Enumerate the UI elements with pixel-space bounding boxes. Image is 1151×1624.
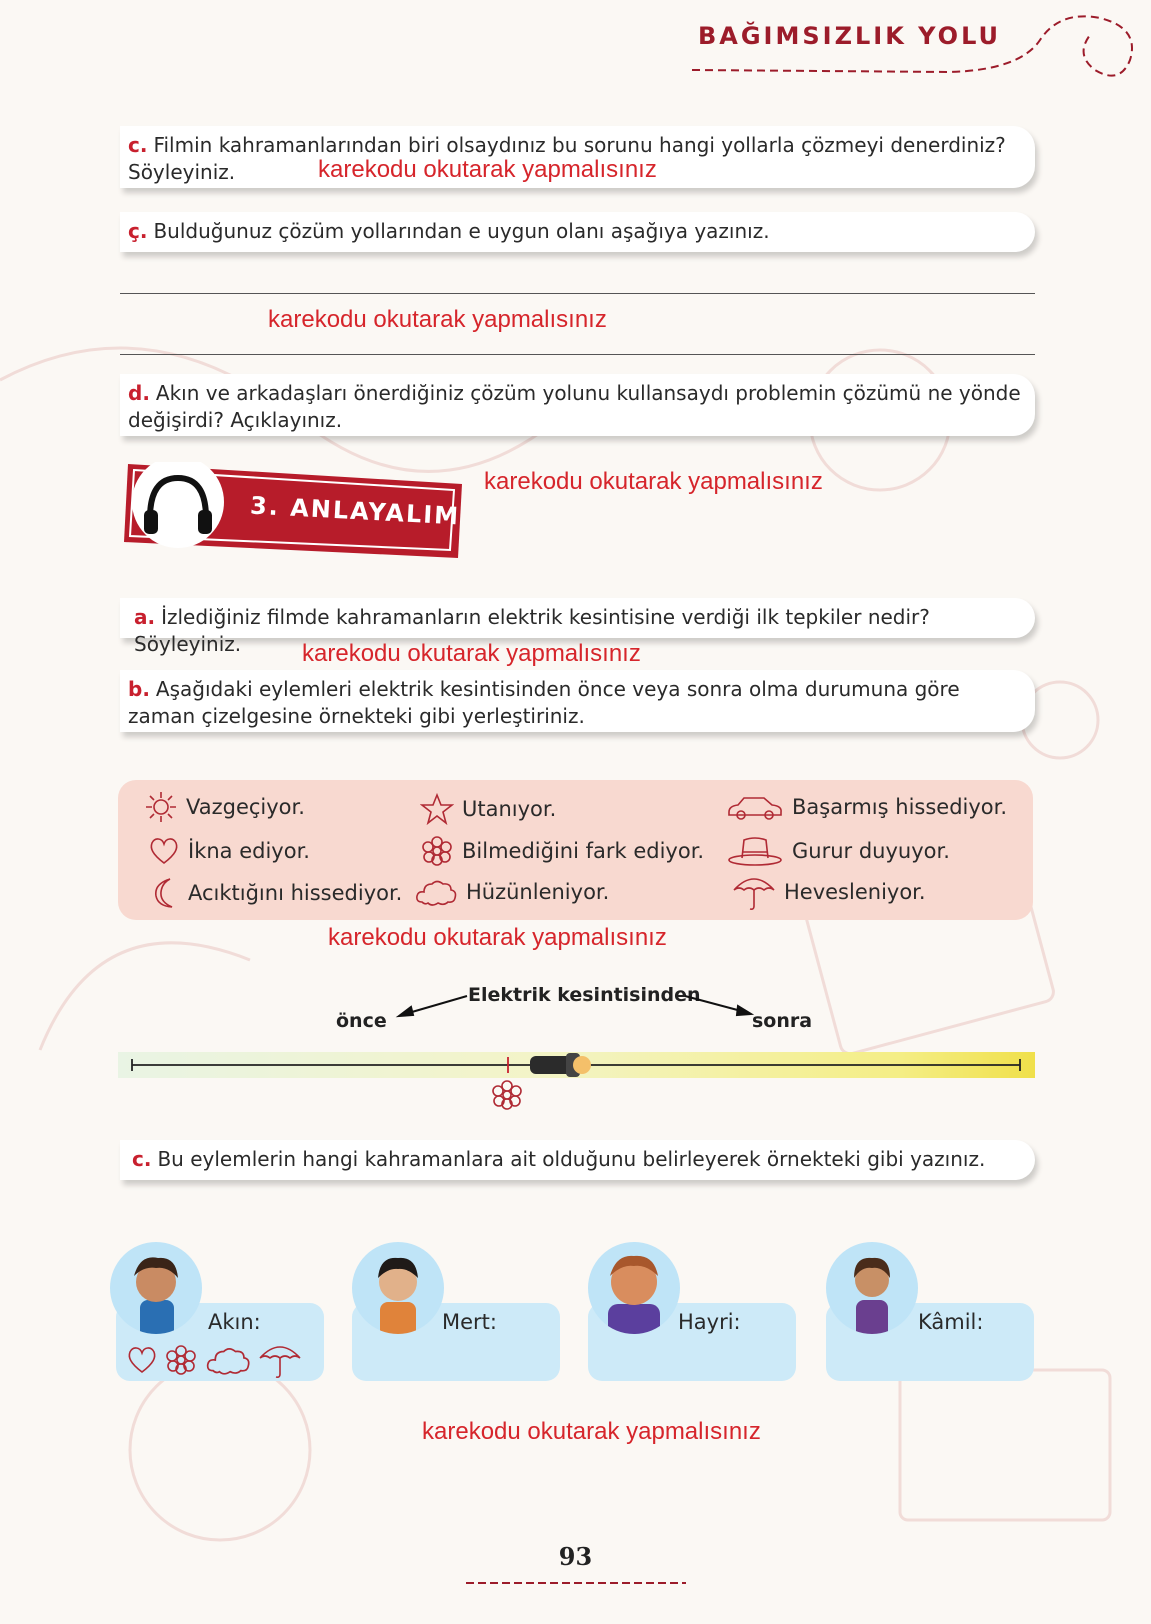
action-item xyxy=(414,876,609,908)
action-label: Başarmış hissediyor. xyxy=(792,795,1008,819)
cloud-icon xyxy=(414,876,458,908)
action-item xyxy=(726,792,1007,822)
umbrella-icon xyxy=(258,1340,302,1380)
qr-note-1: karekodu okutarak yapmalısınız xyxy=(318,156,657,183)
header-dashed-line xyxy=(690,10,1150,90)
moon-icon xyxy=(148,876,180,910)
timeline-center-label: Elektrik kesintisinden xyxy=(468,984,701,1006)
answer-line-1[interactable] xyxy=(120,293,1035,294)
action-item xyxy=(726,834,950,868)
flower-icon xyxy=(420,834,454,868)
question-b-letter: b. xyxy=(128,677,150,701)
action-item xyxy=(420,792,556,826)
action-label: Hevesleniyor. xyxy=(784,880,926,904)
question-b-box xyxy=(120,670,1035,732)
qr-note-2: karekodu okutarak yapmalısınız xyxy=(268,306,607,333)
qr-note-6: karekodu okutarak yapmalısınız xyxy=(422,1418,761,1445)
question-d-box xyxy=(120,374,1035,436)
action-item xyxy=(732,872,926,912)
action-label: Utanıyor. xyxy=(462,797,557,821)
action-label: Vazgeçiyor. xyxy=(186,795,305,819)
timeline-before-label: önce xyxy=(336,1010,387,1032)
action-item xyxy=(144,790,305,824)
hat-icon xyxy=(726,834,784,868)
action-label: Bilmediğini fark ediyor. xyxy=(462,839,705,863)
heart-icon xyxy=(126,1345,158,1375)
question-a-text: İzlediğiniz filmde kahramanların elektrik kesintisine verdiği ilk tepkiler nedir? Söyleyiniz. xyxy=(134,605,930,656)
star-icon xyxy=(420,792,454,826)
action-label: Acıktığını hissediyor. xyxy=(188,881,403,905)
answer-line-2[interactable] xyxy=(120,354,1035,355)
character-name: Hayri: xyxy=(678,1310,741,1334)
page-number-underline xyxy=(466,1578,686,1588)
sun-icon xyxy=(144,790,178,824)
action-label: İkna ediyor. xyxy=(188,839,310,863)
question-c2-text: Bu eylemlerin hangi kahramanlara ait olduğunu belirleyerek örnekteki gibi yazınız. xyxy=(157,1147,986,1171)
qr-note-3: karekodu okutarak yapmalısınız xyxy=(484,468,823,495)
flower-icon xyxy=(490,1078,524,1112)
question-cc-box xyxy=(120,212,1035,252)
avatar-kamil xyxy=(826,1242,918,1334)
question-cc-letter: ç. xyxy=(128,219,148,243)
question-d-text: Akın ve arkadaşları önerdiğiniz çözüm yolunu kullansaydı problemin çözümü ne yönde değişirdi? Açıklayınız. xyxy=(128,381,1021,432)
action-label: Hüzünleniyor. xyxy=(466,880,610,904)
qr-note-4: karekodu okutarak yapmalısınız xyxy=(302,640,641,667)
avatar-hayri xyxy=(588,1242,680,1334)
umbrella-icon xyxy=(732,872,776,912)
action-item xyxy=(148,876,402,910)
question-c2-box xyxy=(120,1140,1035,1180)
avatar-akin xyxy=(110,1242,202,1334)
question-cc-text: Bulduğunuz çözüm yollarından e uygun olanı aşağıya yazınız. xyxy=(153,219,770,243)
character-name: Mert: xyxy=(442,1310,497,1334)
action-item xyxy=(148,836,310,866)
flashlight-icon xyxy=(530,1053,591,1077)
timeline-arrows xyxy=(395,990,755,1020)
page-number: 93 xyxy=(558,1542,593,1571)
qr-note-5: karekodu okutarak yapmalısınız xyxy=(328,924,667,951)
question-c-text: Filmin kahramanlarından biri olsaydınız bu sorunu hangi yollarla çözmeyi denerdiniz? Söyleyiniz. xyxy=(128,133,1006,184)
page-header-title: BAĞIMSIZLIK YOLU xyxy=(697,22,1001,50)
section-title: 3. ANLAYALIM xyxy=(249,491,461,531)
character-name: Akın: xyxy=(208,1310,261,1334)
character-name: Kâmil: xyxy=(918,1310,984,1334)
question-c2-letter: c. xyxy=(132,1147,152,1171)
car-icon xyxy=(726,792,784,822)
question-b-text: Aşağıdaki eylemleri elektrik kesintisinden önce veya sonra olma durumuna göre zaman çizelgesine örnekteki gibi yerleştiriniz. xyxy=(128,677,960,728)
question-d-letter: d. xyxy=(128,381,150,405)
action-label: Gurur duyuyor. xyxy=(792,839,950,863)
avatar-mert xyxy=(352,1242,444,1334)
timeline-axis xyxy=(118,1052,1035,1092)
question-a-letter: a. xyxy=(134,605,156,629)
heart-icon xyxy=(148,836,180,866)
cloud-icon xyxy=(204,1343,252,1377)
flower-icon xyxy=(164,1343,198,1377)
action-item xyxy=(420,834,704,868)
question-c-letter: c. xyxy=(128,133,148,157)
akin-example-icons xyxy=(126,1340,302,1380)
timeline-after-label: sonra xyxy=(752,1010,813,1032)
